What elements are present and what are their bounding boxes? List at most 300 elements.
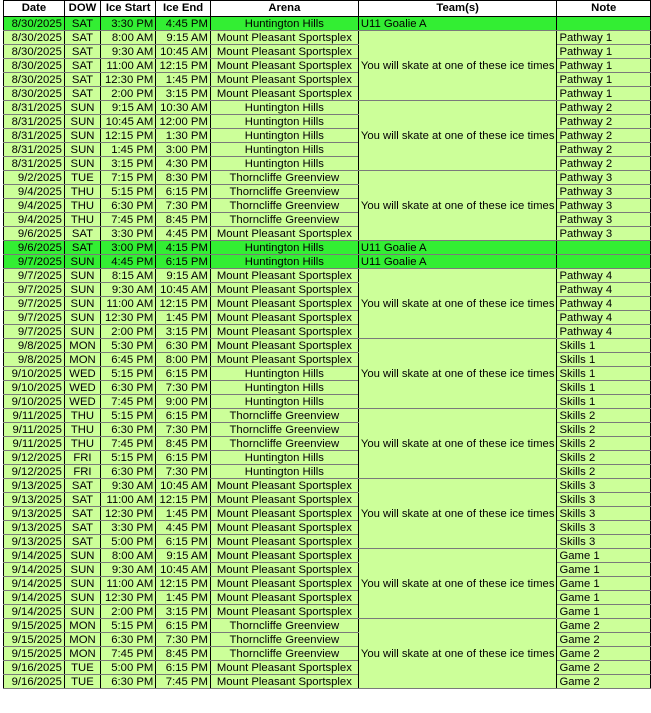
table-row xyxy=(4,549,651,563)
table-row xyxy=(4,101,651,115)
note-cell: Skills 2 xyxy=(557,423,651,437)
ice-end-cell: 3:15 PM xyxy=(156,87,211,101)
arena-cell: Huntington Hills xyxy=(210,451,358,465)
note-cell: Pathway 2 xyxy=(557,157,651,171)
date-cell: 8/31/2025 xyxy=(4,157,65,171)
header-note: Note xyxy=(557,1,651,17)
dow-cell: SAT xyxy=(64,521,100,535)
arena-cell: Huntington Hills xyxy=(210,465,358,479)
date-cell: 8/30/2025 xyxy=(4,87,65,101)
ice-start-cell: 12:15 PM xyxy=(101,129,156,143)
note-cell: Game 1 xyxy=(557,605,651,619)
team-cell-merged: You will skate at one of these ice times xyxy=(358,339,557,409)
arena-cell: Mount Pleasant Sportsplex xyxy=(210,227,358,241)
date-cell: 9/13/2025 xyxy=(4,493,65,507)
table-row xyxy=(4,619,651,633)
dow-cell: SUN xyxy=(64,563,100,577)
dow-cell: SUN xyxy=(64,157,100,171)
ice-start-cell: 6:30 PM xyxy=(101,633,156,647)
date-cell: 9/4/2025 xyxy=(4,199,65,213)
date-cell: 9/13/2025 xyxy=(4,535,65,549)
ice-start-cell: 5:00 PM xyxy=(101,535,156,549)
note-cell: Pathway 3 xyxy=(557,227,651,241)
date-cell: 8/31/2025 xyxy=(4,101,65,115)
ice-end-cell: 6:30 PM xyxy=(156,339,211,353)
date-cell: 9/10/2025 xyxy=(4,367,65,381)
note-cell: Pathway 3 xyxy=(557,171,651,185)
arena-cell: Thorncliffe Greenview xyxy=(210,213,358,227)
date-cell: 9/10/2025 xyxy=(4,381,65,395)
note-cell: Skills 2 xyxy=(557,409,651,423)
arena-cell: Mount Pleasant Sportsplex xyxy=(210,283,358,297)
dow-cell: SUN xyxy=(64,591,100,605)
ice-start-cell: 7:45 PM xyxy=(101,437,156,451)
date-cell: 8/31/2025 xyxy=(4,129,65,143)
date-cell: 9/12/2025 xyxy=(4,465,65,479)
ice-schedule-table xyxy=(3,0,651,689)
arena-cell: Mount Pleasant Sportsplex xyxy=(210,521,358,535)
note-cell: Pathway 4 xyxy=(557,283,651,297)
date-cell: 9/13/2025 xyxy=(4,521,65,535)
note-cell: Game 1 xyxy=(557,549,651,563)
ice-start-cell: 9:30 AM xyxy=(101,563,156,577)
arena-cell: Huntington Hills xyxy=(210,157,358,171)
ice-start-cell: 7:15 PM xyxy=(101,171,156,185)
table-row xyxy=(4,339,651,353)
note-cell: Pathway 2 xyxy=(557,143,651,157)
ice-start-cell: 3:30 PM xyxy=(101,17,156,31)
table-row xyxy=(4,171,651,185)
date-cell: 9/10/2025 xyxy=(4,395,65,409)
note-cell: Skills 1 xyxy=(557,395,651,409)
ice-start-cell: 6:45 PM xyxy=(101,353,156,367)
arena-cell: Mount Pleasant Sportsplex xyxy=(210,549,358,563)
ice-end-cell: 1:45 PM xyxy=(156,591,211,605)
ice-start-cell: 9:30 AM xyxy=(101,479,156,493)
ice-start-cell: 11:00 AM xyxy=(101,493,156,507)
arena-cell: Mount Pleasant Sportsplex xyxy=(210,87,358,101)
dow-cell: SAT xyxy=(64,17,100,31)
team-cell-merged: You will skate at one of these ice times xyxy=(358,619,557,689)
note-cell: Pathway 1 xyxy=(557,73,651,87)
dow-cell: THU xyxy=(64,423,100,437)
ice-start-cell: 12:30 PM xyxy=(101,507,156,521)
date-cell: 9/11/2025 xyxy=(4,437,65,451)
ice-start-cell: 5:30 PM xyxy=(101,339,156,353)
ice-end-cell: 12:15 PM xyxy=(156,493,211,507)
team-cell-merged: You will skate at one of these ice times xyxy=(358,409,557,479)
dow-cell: SAT xyxy=(64,535,100,549)
note-cell: Pathway 4 xyxy=(557,325,651,339)
schedule-body xyxy=(4,17,651,689)
note-cell: Skills 1 xyxy=(557,353,651,367)
date-cell: 9/4/2025 xyxy=(4,185,65,199)
dow-cell: WED xyxy=(64,367,100,381)
note-cell: Pathway 3 xyxy=(557,213,651,227)
ice-end-cell: 9:15 AM xyxy=(156,31,211,45)
date-cell: 9/6/2025 xyxy=(4,241,65,255)
ice-start-cell: 9:30 AM xyxy=(101,45,156,59)
arena-cell: Thorncliffe Greenview xyxy=(210,647,358,661)
note-cell: Pathway 1 xyxy=(557,59,651,73)
date-cell: 9/6/2025 xyxy=(4,227,65,241)
ice-end-cell: 6:15 PM xyxy=(156,661,211,675)
note-cell: Pathway 4 xyxy=(557,269,651,283)
note-cell: Pathway 3 xyxy=(557,199,651,213)
ice-end-cell: 8:45 PM xyxy=(156,213,211,227)
dow-cell: WED xyxy=(64,395,100,409)
note-cell: Game 2 xyxy=(557,633,651,647)
ice-start-cell: 3:30 PM xyxy=(101,227,156,241)
date-cell: 9/8/2025 xyxy=(4,339,65,353)
ice-end-cell: 10:45 AM xyxy=(156,45,211,59)
ice-end-cell: 1:45 PM xyxy=(156,311,211,325)
ice-start-cell: 5:00 PM xyxy=(101,661,156,675)
dow-cell: MON xyxy=(64,619,100,633)
ice-end-cell: 10:45 AM xyxy=(156,563,211,577)
dow-cell: SAT xyxy=(64,87,100,101)
arena-cell: Mount Pleasant Sportsplex xyxy=(210,661,358,675)
header-arena: Arena xyxy=(210,1,358,17)
ice-end-cell: 8:45 PM xyxy=(156,437,211,451)
table-row xyxy=(4,409,651,423)
note-cell: Game 2 xyxy=(557,675,651,689)
header-ice-start: Ice Start xyxy=(101,1,156,17)
team-cell-merged: You will skate at one of these ice times xyxy=(358,479,557,549)
header-teams: Team(s) xyxy=(358,1,557,17)
table-row xyxy=(4,479,651,493)
ice-start-cell: 9:30 AM xyxy=(101,283,156,297)
ice-end-cell: 4:45 PM xyxy=(156,17,211,31)
date-cell: 8/31/2025 xyxy=(4,143,65,157)
ice-end-cell: 9:00 PM xyxy=(156,395,211,409)
ice-end-cell: 3:15 PM xyxy=(156,325,211,339)
dow-cell: SAT xyxy=(64,507,100,521)
ice-end-cell: 6:15 PM xyxy=(156,451,211,465)
dow-cell: WED xyxy=(64,381,100,395)
date-cell: 9/2/2025 xyxy=(4,171,65,185)
ice-start-cell: 11:00 AM xyxy=(101,577,156,591)
date-cell: 8/30/2025 xyxy=(4,31,65,45)
date-cell: 9/4/2025 xyxy=(4,213,65,227)
ice-start-cell: 8:15 AM xyxy=(101,269,156,283)
ice-end-cell: 1:45 PM xyxy=(156,507,211,521)
table-row xyxy=(4,31,651,45)
ice-end-cell: 7:30 PM xyxy=(156,381,211,395)
team-cell-merged: You will skate at one of these ice times xyxy=(358,269,557,339)
arena-cell: Huntington Hills xyxy=(210,17,358,31)
ice-start-cell: 7:45 PM xyxy=(101,647,156,661)
ice-start-cell: 12:30 PM xyxy=(101,311,156,325)
arena-cell: Thorncliffe Greenview xyxy=(210,619,358,633)
arena-cell: Mount Pleasant Sportsplex xyxy=(210,311,358,325)
table-row xyxy=(4,255,651,269)
note-cell: Game 1 xyxy=(557,563,651,577)
ice-end-cell: 8:30 PM xyxy=(156,171,211,185)
arena-cell: Mount Pleasant Sportsplex xyxy=(210,269,358,283)
ice-start-cell: 12:30 PM xyxy=(101,73,156,87)
arena-cell: Huntington Hills xyxy=(210,129,358,143)
ice-end-cell: 7:30 PM xyxy=(156,633,211,647)
ice-end-cell: 8:00 PM xyxy=(156,353,211,367)
note-cell: Game 2 xyxy=(557,661,651,675)
ice-end-cell: 6:15 PM xyxy=(156,367,211,381)
ice-end-cell: 6:15 PM xyxy=(156,409,211,423)
team-cell-merged: You will skate at one of these ice times xyxy=(358,549,557,619)
table-row xyxy=(4,17,651,31)
dow-cell: SAT xyxy=(64,241,100,255)
note-cell: Skills 3 xyxy=(557,507,651,521)
dow-cell: SUN xyxy=(64,577,100,591)
team-cell-merged: You will skate at one of these ice times xyxy=(358,101,557,171)
note-cell: Skills 1 xyxy=(557,381,651,395)
date-cell: 9/7/2025 xyxy=(4,297,65,311)
dow-cell: THU xyxy=(64,213,100,227)
dow-cell: SAT xyxy=(64,493,100,507)
ice-end-cell: 1:30 PM xyxy=(156,129,211,143)
note-cell: Skills 3 xyxy=(557,493,651,507)
dow-cell: THU xyxy=(64,199,100,213)
ice-end-cell: 10:45 AM xyxy=(156,479,211,493)
ice-end-cell: 7:30 PM xyxy=(156,465,211,479)
note-cell: Pathway 2 xyxy=(557,101,651,115)
ice-end-cell: 8:45 PM xyxy=(156,647,211,661)
ice-end-cell: 6:15 PM xyxy=(156,619,211,633)
arena-cell: Thorncliffe Greenview xyxy=(210,633,358,647)
table-row xyxy=(4,269,651,283)
dow-cell: SUN xyxy=(64,605,100,619)
dow-cell: SUN xyxy=(64,143,100,157)
ice-start-cell: 3:00 PM xyxy=(101,241,156,255)
note-cell: Skills 3 xyxy=(557,479,651,493)
dow-cell: THU xyxy=(64,437,100,451)
ice-end-cell: 12:15 PM xyxy=(156,297,211,311)
dow-cell: FRI xyxy=(64,451,100,465)
dow-cell: TUE xyxy=(64,675,100,689)
date-cell: 9/8/2025 xyxy=(4,353,65,367)
ice-start-cell: 5:15 PM xyxy=(101,619,156,633)
ice-start-cell: 2:00 PM xyxy=(101,325,156,339)
ice-start-cell: 6:30 PM xyxy=(101,199,156,213)
ice-end-cell: 1:45 PM xyxy=(156,73,211,87)
header-row xyxy=(4,1,651,17)
note-cell: Pathway 2 xyxy=(557,129,651,143)
note-cell: Skills 3 xyxy=(557,535,651,549)
dow-cell: SUN xyxy=(64,129,100,143)
date-cell: 9/16/2025 xyxy=(4,675,65,689)
dow-cell: MON xyxy=(64,339,100,353)
date-cell: 8/30/2025 xyxy=(4,17,65,31)
note-cell: Skills 2 xyxy=(557,437,651,451)
dow-cell: SUN xyxy=(64,269,100,283)
date-cell: 9/14/2025 xyxy=(4,563,65,577)
date-cell: 9/13/2025 xyxy=(4,479,65,493)
ice-end-cell: 12:15 PM xyxy=(156,577,211,591)
dow-cell: MON xyxy=(64,633,100,647)
ice-start-cell: 8:00 AM xyxy=(101,549,156,563)
dow-cell: SAT xyxy=(64,479,100,493)
date-cell: 9/14/2025 xyxy=(4,605,65,619)
ice-end-cell: 3:00 PM xyxy=(156,143,211,157)
note-cell: Game 1 xyxy=(557,591,651,605)
header-date: Date xyxy=(4,1,65,17)
team-cell: U11 Goalie A xyxy=(358,241,557,255)
ice-start-cell: 2:00 PM xyxy=(101,87,156,101)
ice-end-cell: 3:15 PM xyxy=(156,605,211,619)
arena-cell: Mount Pleasant Sportsplex xyxy=(210,297,358,311)
date-cell: 9/7/2025 xyxy=(4,269,65,283)
note-cell: Skills 2 xyxy=(557,451,651,465)
dow-cell: SAT xyxy=(64,31,100,45)
dow-cell: SUN xyxy=(64,255,100,269)
arena-cell: Thorncliffe Greenview xyxy=(210,185,358,199)
ice-start-cell: 7:45 PM xyxy=(101,213,156,227)
date-cell: 9/15/2025 xyxy=(4,633,65,647)
date-cell: 9/13/2025 xyxy=(4,507,65,521)
note-cell: Skills 1 xyxy=(557,367,651,381)
note-cell: Game 2 xyxy=(557,619,651,633)
date-cell: 9/14/2025 xyxy=(4,591,65,605)
note-cell: Skills 3 xyxy=(557,521,651,535)
team-cell: U11 Goalie A xyxy=(358,255,557,269)
ice-start-cell: 5:15 PM xyxy=(101,409,156,423)
ice-start-cell: 8:00 AM xyxy=(101,31,156,45)
date-cell: 9/14/2025 xyxy=(4,577,65,591)
ice-start-cell: 4:45 PM xyxy=(101,255,156,269)
arena-cell: Huntington Hills xyxy=(210,381,358,395)
ice-end-cell: 4:15 PM xyxy=(156,241,211,255)
dow-cell: SUN xyxy=(64,283,100,297)
table-row xyxy=(4,241,651,255)
ice-start-cell: 2:00 PM xyxy=(101,605,156,619)
dow-cell: TUE xyxy=(64,171,100,185)
arena-cell: Mount Pleasant Sportsplex xyxy=(210,339,358,353)
arena-cell: Huntington Hills xyxy=(210,395,358,409)
date-cell: 9/16/2025 xyxy=(4,661,65,675)
arena-cell: Thorncliffe Greenview xyxy=(210,171,358,185)
dow-cell: SUN xyxy=(64,297,100,311)
ice-start-cell: 6:30 PM xyxy=(101,381,156,395)
dow-cell: FRI xyxy=(64,465,100,479)
arena-cell: Huntington Hills xyxy=(210,143,358,157)
date-cell: 9/7/2025 xyxy=(4,325,65,339)
date-cell: 8/30/2025 xyxy=(4,45,65,59)
header-ice-end: Ice End xyxy=(156,1,211,17)
note-cell: Pathway 1 xyxy=(557,87,651,101)
ice-end-cell: 6:15 PM xyxy=(156,185,211,199)
arena-cell: Thorncliffe Greenview xyxy=(210,199,358,213)
team-cell: U11 Goalie A xyxy=(358,17,557,31)
arena-cell: Huntington Hills xyxy=(210,101,358,115)
arena-cell: Mount Pleasant Sportsplex xyxy=(210,59,358,73)
arena-cell: Huntington Hills xyxy=(210,255,358,269)
arena-cell: Thorncliffe Greenview xyxy=(210,423,358,437)
ice-end-cell: 6:15 PM xyxy=(156,255,211,269)
date-cell: 9/15/2025 xyxy=(4,619,65,633)
ice-end-cell: 9:15 AM xyxy=(156,269,211,283)
note-cell: Pathway 3 xyxy=(557,185,651,199)
ice-end-cell: 4:45 PM xyxy=(156,521,211,535)
ice-end-cell: 6:15 PM xyxy=(156,535,211,549)
ice-start-cell: 12:30 PM xyxy=(101,591,156,605)
note-cell xyxy=(557,241,651,255)
date-cell: 8/30/2025 xyxy=(4,59,65,73)
ice-end-cell: 7:45 PM xyxy=(156,675,211,689)
dow-cell: SAT xyxy=(64,59,100,73)
date-cell: 9/12/2025 xyxy=(4,451,65,465)
arena-cell: Mount Pleasant Sportsplex xyxy=(210,45,358,59)
date-cell: 9/15/2025 xyxy=(4,647,65,661)
arena-cell: Mount Pleasant Sportsplex xyxy=(210,591,358,605)
note-cell: Pathway 4 xyxy=(557,297,651,311)
ice-end-cell: 4:45 PM xyxy=(156,227,211,241)
date-cell: 9/11/2025 xyxy=(4,423,65,437)
arena-cell: Huntington Hills xyxy=(210,241,358,255)
ice-end-cell: 7:30 PM xyxy=(156,423,211,437)
dow-cell: SAT xyxy=(64,45,100,59)
date-cell: 8/30/2025 xyxy=(4,73,65,87)
ice-start-cell: 3:15 PM xyxy=(101,157,156,171)
arena-cell: Thorncliffe Greenview xyxy=(210,437,358,451)
note-cell: Pathway 2 xyxy=(557,115,651,129)
arena-cell: Mount Pleasant Sportsplex xyxy=(210,535,358,549)
arena-cell: Mount Pleasant Sportsplex xyxy=(210,577,358,591)
header-dow: DOW xyxy=(64,1,100,17)
arena-cell: Huntington Hills xyxy=(210,115,358,129)
ice-end-cell: 10:30 AM xyxy=(156,101,211,115)
date-cell: 9/7/2025 xyxy=(4,283,65,297)
ice-start-cell: 6:30 PM xyxy=(101,465,156,479)
ice-start-cell: 3:30 PM xyxy=(101,521,156,535)
note-cell: Pathway 1 xyxy=(557,31,651,45)
dow-cell: MON xyxy=(64,353,100,367)
dow-cell: MON xyxy=(64,647,100,661)
note-cell: Skills 2 xyxy=(557,465,651,479)
ice-start-cell: 7:45 PM xyxy=(101,395,156,409)
ice-end-cell: 7:30 PM xyxy=(156,199,211,213)
ice-start-cell: 1:45 PM xyxy=(101,143,156,157)
ice-start-cell: 5:15 PM xyxy=(101,451,156,465)
date-cell: 9/7/2025 xyxy=(4,255,65,269)
note-cell: Game 2 xyxy=(557,647,651,661)
dow-cell: THU xyxy=(64,409,100,423)
arena-cell: Mount Pleasant Sportsplex xyxy=(210,563,358,577)
ice-start-cell: 5:15 PM xyxy=(101,367,156,381)
dow-cell: THU xyxy=(64,185,100,199)
ice-start-cell: 6:30 PM xyxy=(101,423,156,437)
arena-cell: Mount Pleasant Sportsplex xyxy=(210,353,358,367)
dow-cell: SUN xyxy=(64,325,100,339)
arena-cell: Mount Pleasant Sportsplex xyxy=(210,493,358,507)
arena-cell: Huntington Hills xyxy=(210,367,358,381)
arena-cell: Mount Pleasant Sportsplex xyxy=(210,605,358,619)
ice-end-cell: 12:00 PM xyxy=(156,115,211,129)
dow-cell: SUN xyxy=(64,101,100,115)
ice-end-cell: 4:30 PM xyxy=(156,157,211,171)
date-cell: 8/31/2025 xyxy=(4,115,65,129)
ice-start-cell: 9:15 AM xyxy=(101,101,156,115)
dow-cell: SAT xyxy=(64,73,100,87)
ice-start-cell: 6:30 PM xyxy=(101,675,156,689)
ice-start-cell: 10:45 AM xyxy=(101,115,156,129)
ice-start-cell: 5:15 PM xyxy=(101,185,156,199)
ice-start-cell: 11:00 AM xyxy=(101,59,156,73)
ice-end-cell: 12:15 PM xyxy=(156,59,211,73)
dow-cell: SUN xyxy=(64,115,100,129)
note-cell: Skills 1 xyxy=(557,339,651,353)
ice-end-cell: 9:15 AM xyxy=(156,549,211,563)
dow-cell: SAT xyxy=(64,227,100,241)
